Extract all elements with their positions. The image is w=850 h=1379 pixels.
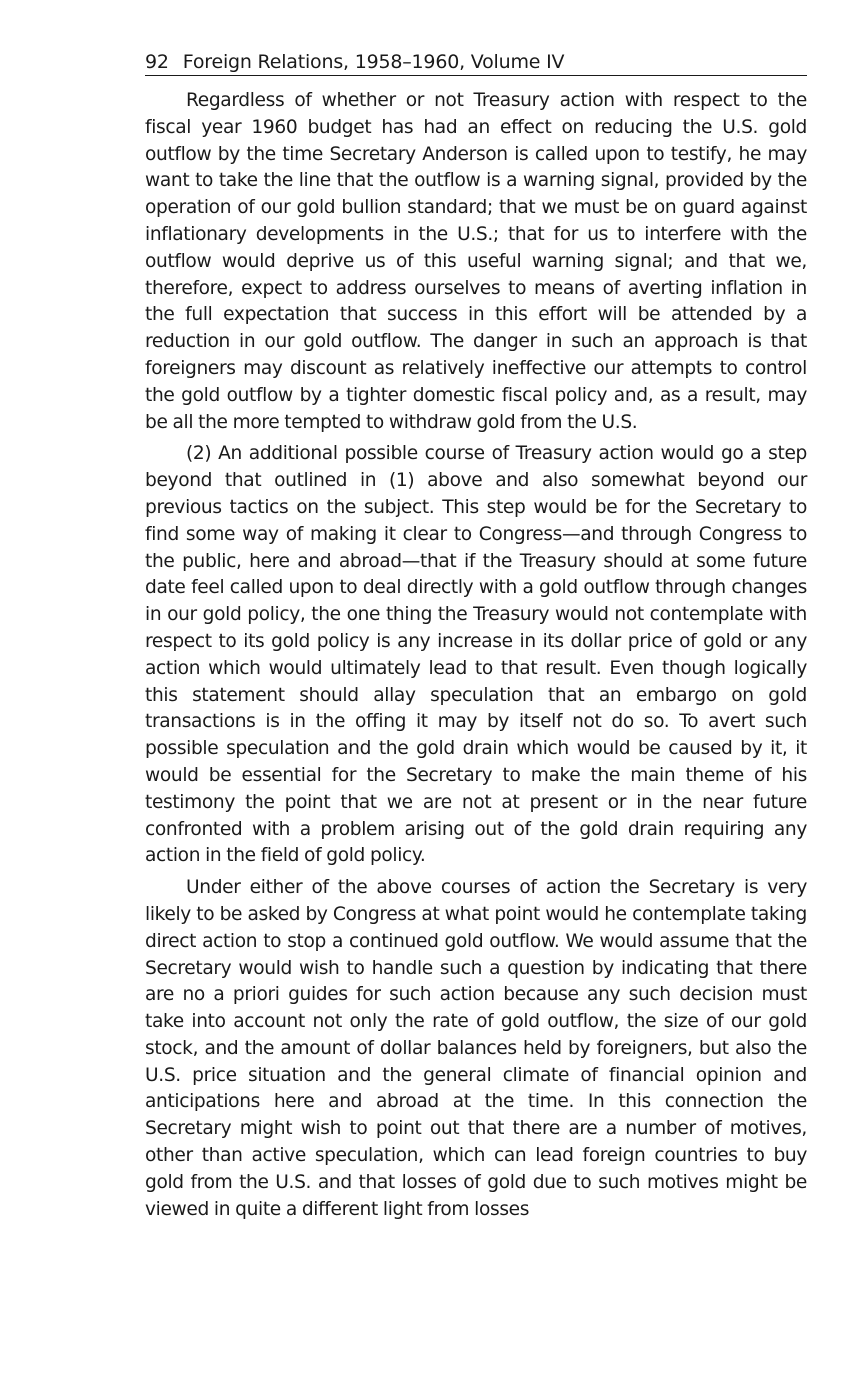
document-page bbox=[145, 50, 807, 1228]
page-number: 92 bbox=[145, 51, 169, 73]
body-text bbox=[145, 88, 807, 1223]
paragraph-3: Under either of the above courses of action the Secretary is very likely to be asked by Congress at what point would he contemplate taking direct action to stop a continued gold outflow. We would assume that the Secretary would wish to handle such a question by indicating that there are no a priori guides for such action because any such decision must take into account not only the rate of gold outflow, the size of our gold stock, and the amount of dollar balances held by foreigners, but also the U.S. price situation and the general climate of financial opinion and anticipations here and abroad at the time. In this connection the Secretary might wish to point out that there are a number of motives, other than active speculation, which can lead foreign countries to buy gold from the U.S. and that losses of gold due to such motives might be viewed in quite a different light from losses bbox=[145, 877, 807, 1220]
paragraph-1: Regardless of whether or not Treasury action with respect to the fiscal year 1960 budget has had an effect on reducing the U.S. gold outflow by the time Secretary Anderson is called upon to testify, he may want to take the line that the outflow is a warning signal, provided by the operation of our gold bullion standard; that we must be on guard against inflationary developments in the U.S.; that for us to interfere with the outflow would deprive us of this useful warning signal; and that we, therefore, expect to address ourselves to means of averting inflation in the full expectation that success in this effort will be attended by a reduction in our gold outflow. The danger in such an approach is that foreigners may discount as relatively ineffective our attempts to control the gold outflow by a tighter domestic fiscal policy and, as a result, may be all the more tempted to withdraw gold from the U.S. bbox=[145, 90, 807, 433]
paragraph-2: (2) An additional possible course of Treasury action would go a step beyond that outlined in (1) above and also somewhat beyond our previous tactics on the subject. This step would be for the Secretary to find some way of making it clear to Congress—and through Congress to the public, here and abroad—that if the Treasury should at some future date feel called upon to deal directly with a gold outflow through changes in our gold policy, the one thing the Treasury would not contemplate with respect to its gold policy is any increase in its dollar price of gold or any action which would ultimately lead to that result. Even though logically this statement should allay speculation that an embargo on gold transactions is in the offing it may by itself not do so. To avert such possible speculation and the gold drain which would be caused by it, it would be essential for the Secretary to make the main theme of his testimony the point that we are not at present or in the near future confronted with a problem arising out of the gold drain requiring any action in the field of gold policy. bbox=[145, 443, 807, 867]
publication-title: Foreign Relations, 1958–1960, Volume IV bbox=[182, 51, 565, 73]
running-header bbox=[145, 50, 807, 76]
